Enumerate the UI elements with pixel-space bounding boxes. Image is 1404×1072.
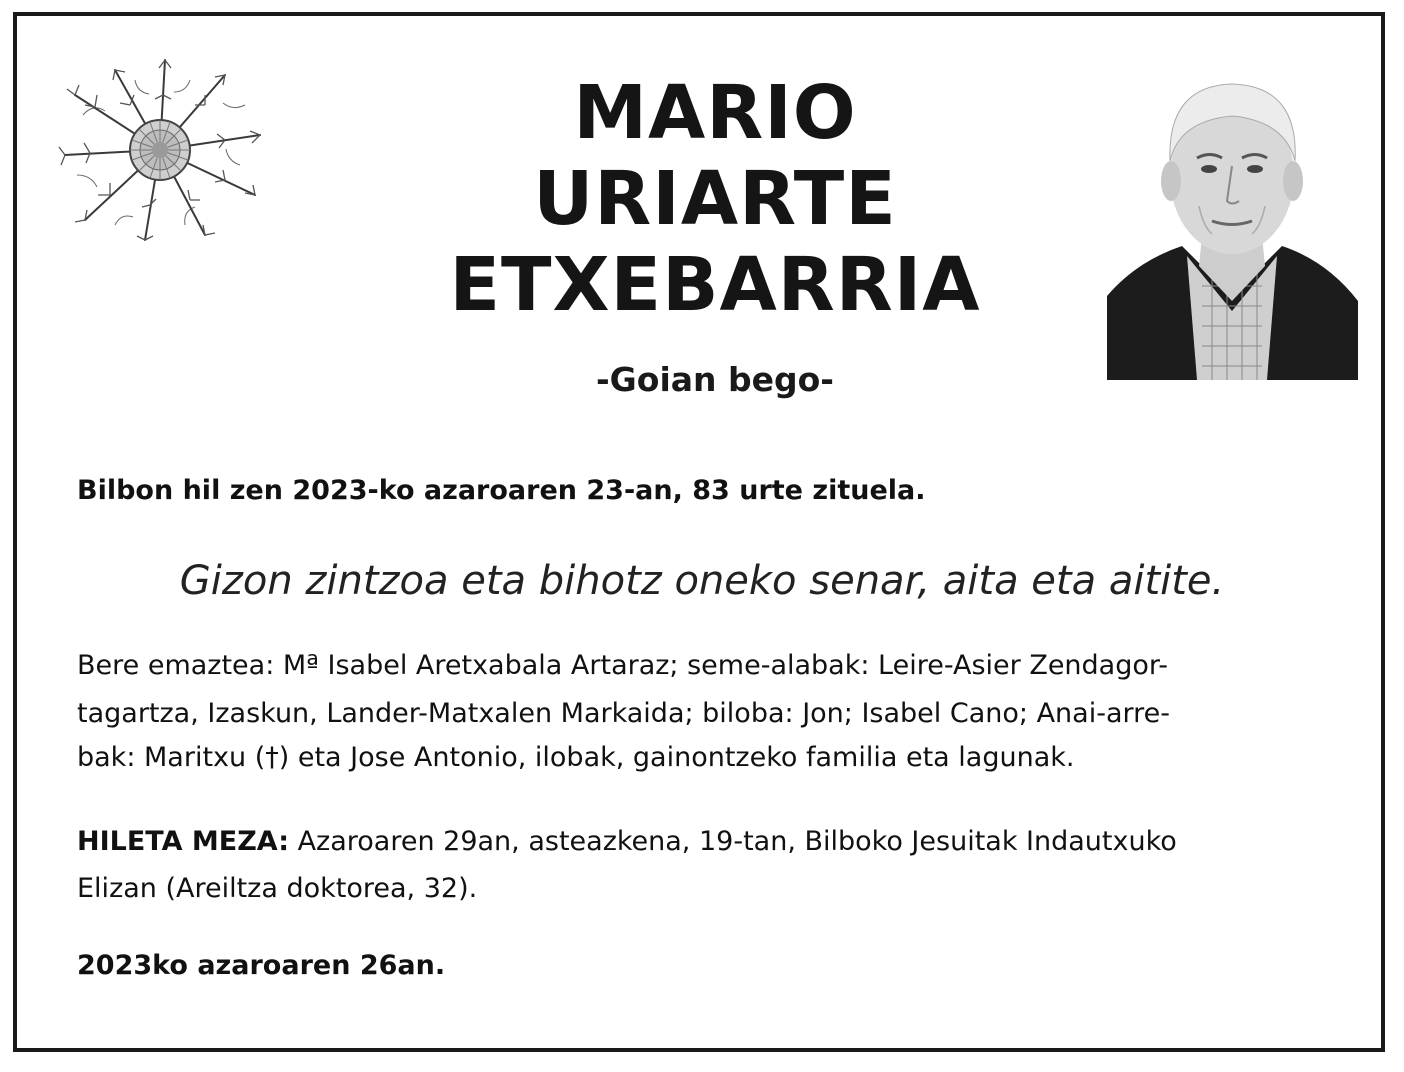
thistle-flower-icon [55, 55, 265, 245]
rest-in-peace-subtitle: -Goian bego- [595, 360, 834, 399]
family-line: Bere emaztea: Mª Isabel Aretxabala Artaraz; seme-alabak: Leire-Asier Zendagor- [77, 650, 1168, 681]
family-line: bak: Maritxu (†) eta Jose Antonio, ilobak, gainontzeko familia eta lagunak. [77, 742, 1075, 773]
family-list [77, 640, 1327, 780]
funeral-line: Elizan (Areiltza doktorea, 32). [77, 873, 478, 904]
funeral-mass-info [77, 818, 1337, 912]
first-name: MARIO [573, 70, 857, 156]
publication-date: 2023ko azaroaren 26an. [77, 950, 446, 981]
family-line: tagartza, Izaskun, Lander-Matxalen Markaida; biloba: Jon; Isabel Cano; Anai-arre- [77, 698, 1170, 729]
portrait-photo [1107, 66, 1358, 380]
tribute-quote: Gizon zintzoa eta bihotz oneko senar, aita eta aitite. [179, 558, 1225, 604]
funeral-line [77, 818, 1337, 865]
second-surname: ETXEBARRIA [449, 242, 981, 328]
death-notice: Bilbon hil zen 2023-ko azaroaren 23-an, 83 urte zituela. [77, 475, 926, 506]
funeral-details: Azaroaren 29an, asteazkena, 19-tan, Bilboko Jesuitak Indautxuko [289, 826, 1177, 857]
first-surname: URIARTE [533, 156, 897, 242]
funeral-label: HILETA MEZA: [77, 826, 289, 857]
deceased-name [330, 70, 1100, 328]
